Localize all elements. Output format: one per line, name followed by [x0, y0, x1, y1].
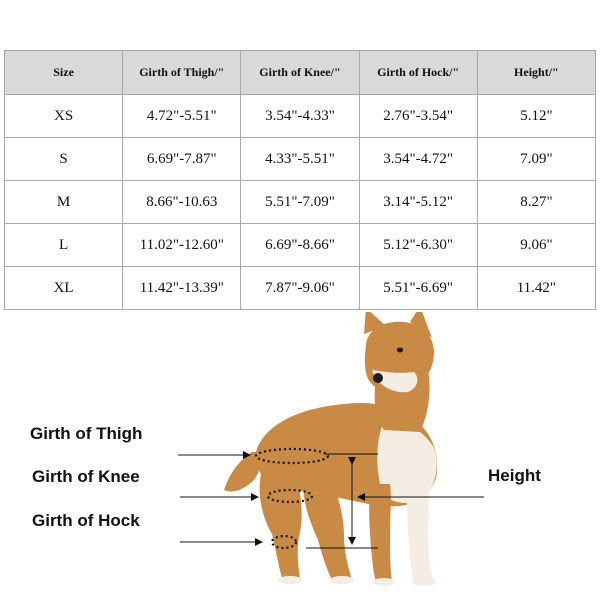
- measurement-diagram: [0, 312, 600, 600]
- hock-cell: 3.54"-4.72": [359, 138, 477, 181]
- thigh-cell: 11.02"-12.60": [123, 224, 241, 267]
- dog-paw: [373, 578, 395, 586]
- thigh-label: Girth of Thigh: [30, 424, 143, 443]
- height-cell: 7.09": [477, 138, 595, 181]
- table-row: [5, 95, 596, 138]
- dog-paw: [412, 578, 436, 586]
- hock-cell: 2.76"-3.54": [359, 95, 477, 138]
- table-row: [5, 181, 596, 224]
- knee-cell: 6.69"-8.66": [241, 224, 359, 267]
- size-cell: M: [5, 181, 123, 224]
- header-size: Size: [5, 51, 123, 95]
- height-cell: 5.12": [477, 95, 595, 138]
- table-row: [5, 138, 596, 181]
- dog-paw: [330, 576, 354, 584]
- knee-cell: 7.87"-9.06": [241, 267, 359, 310]
- size-cell: XL: [5, 267, 123, 310]
- hock-cell: 3.14"-5.12": [359, 181, 477, 224]
- height-cell: 11.42": [477, 267, 595, 310]
- hock-cell: 5.51"-6.69": [359, 267, 477, 310]
- knee-label: Girth of Knee: [32, 467, 140, 486]
- size-cell: XS: [5, 95, 123, 138]
- height-cell: 8.27": [477, 181, 595, 224]
- table-row: [5, 224, 596, 267]
- dog-paw: [278, 576, 302, 584]
- knee-cell: 3.54"-4.33": [241, 95, 359, 138]
- dog-nose: [373, 373, 383, 383]
- size-chart-table: [4, 50, 596, 310]
- table-row: [5, 267, 596, 310]
- size-cell: S: [5, 138, 123, 181]
- dog-figure: [224, 312, 437, 586]
- knee-cell: 4.33"-5.51": [241, 138, 359, 181]
- header-knee: Girth of Knee/": [241, 51, 359, 95]
- header-thigh: Girth of Thigh/": [123, 51, 241, 95]
- thigh-cell: 6.69"-7.87": [123, 138, 241, 181]
- dog-front-leg-back: [369, 484, 392, 582]
- height-label: Height: [488, 466, 541, 485]
- dog-illustration: [0, 312, 600, 600]
- header-hock: Girth of Hock/": [359, 51, 477, 95]
- header-height: Height/": [477, 51, 595, 95]
- table-header-row: [5, 51, 596, 95]
- height-cell: 9.06": [477, 224, 595, 267]
- dog-eye: [397, 348, 403, 353]
- dog-tail: [224, 452, 260, 492]
- hock-label: Girth of Hock: [32, 511, 140, 530]
- hock-cell: 5.12"-6.30": [359, 224, 477, 267]
- knee-cell: 5.51"-7.09": [241, 181, 359, 224]
- thigh-cell: 4.72"-5.51": [123, 95, 241, 138]
- thigh-cell: 11.42"-13.39": [123, 267, 241, 310]
- size-cell: L: [5, 224, 123, 267]
- thigh-cell: 8.66"-10.63: [123, 181, 241, 224]
